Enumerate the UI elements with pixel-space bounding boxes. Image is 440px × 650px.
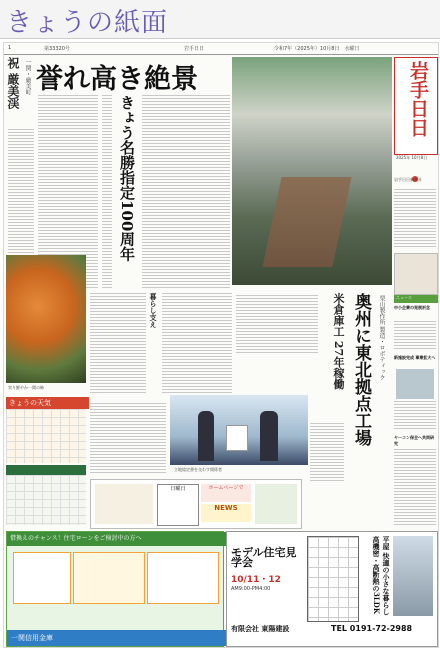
sidebar-item-2[interactable]: 新施設完成 事業拡大へ [394,355,436,360]
homepage-link[interactable]: ホームページで [201,484,251,502]
boat-shape [262,177,351,267]
loan-ad-panel-2 [73,552,145,604]
factory-kicker: 栗山製作所 製造・ロボティック [378,295,385,381]
house-photo [393,536,433,616]
news-badge[interactable]: NEWS [201,504,251,522]
loan-ad-title: 借換えのチャンス！住宅ローンをご検討中の方へ [7,532,226,546]
house-ad-date: 10/11・12 [231,575,281,585]
article-factory-body [236,295,318,355]
article-mid-1 [90,293,146,393]
article-lower-left [90,403,166,473]
issue-date: 令和7年（2025年）10月8日 水曜日 [274,46,360,52]
paper-name: 岩手日日 [184,46,205,52]
calendar-table [6,475,86,525]
house-ad-copy: 平屋 快適の小さな暮らし 高機密・高断熱の3LDK [372,536,391,616]
notice-box-1 [95,484,153,524]
person-left [198,411,214,461]
logo-text: 岩手日日 [407,61,429,137]
loan-ad[interactable] [6,531,224,647]
advertisement-area [4,531,438,647]
floor-plan [307,536,359,622]
factory-headline: 奥州に東北拠点工場 [351,293,371,446]
notice-row [90,479,302,529]
article-mid-head: 暮らし支え [149,293,158,328]
signing-photo[interactable] [170,395,308,465]
weather-table [6,409,86,463]
persimmon-caption: 実り鮮やか一関の柿 [8,385,44,390]
loan-ad-panel-3 [147,552,219,604]
header-banner [0,0,440,39]
article-mid-2 [162,293,232,393]
newspaper-front-page[interactable] [3,42,439,648]
house-ad-title: モデル住宅見学会 [231,546,297,569]
page-title: きょうの紙面 [6,8,169,38]
lead-body-3 [142,95,230,289]
weather-title: きょうの天気 [6,397,89,409]
agreement-document [226,425,248,451]
publisher-name: 岩手日日新聞社 [394,177,422,182]
loan-bank-name: 一関信用金庫 [7,630,227,646]
sidebar-header: ニュース [394,295,438,303]
lead-body-2 [102,95,112,289]
sidebar-item-1[interactable]: 中小企業の発展祈念 [394,305,430,310]
calendar-box: 日曜日 [157,484,199,526]
factory-subhead: 米倉庫工 27年稼働 [332,293,345,390]
lead-subhead: きょう名勝指定100周年 [118,95,136,262]
notice-box-2 [255,484,297,524]
article-lower-right [310,423,344,483]
house-ad-tel: TEL 0191-72-2988 [331,624,413,633]
index-column [394,189,436,249]
signing-caption: 立地協定書を交わす関係者 [174,467,222,472]
persimmon-photo[interactable] [6,255,86,383]
loan-ad-panel-1 [13,552,71,604]
sidebar-text-3 [394,449,436,525]
sidebar-photo[interactable] [396,369,434,399]
dateline [4,43,438,55]
page-number: 1 [8,45,12,51]
lead-kicker: 祝 厳美渓 [6,57,20,110]
house-ad-company: 有限会社 東陽建設 [231,625,290,633]
house-ad-time: AM9:00-PM4:00 [231,586,271,592]
digital-edition-bar[interactable] [6,465,86,475]
issue-number: 第33320号 [44,46,70,52]
sidebar-text-1 [394,321,436,351]
gorge-photo[interactable] [232,57,392,285]
shop-ad-small[interactable] [394,253,438,295]
lead-kicker-sub: 一関・厳美町 [24,59,31,95]
sidebar-text-2 [394,401,436,431]
logo-date: 2025年 10月8日 [396,155,428,160]
sidebar-item-3[interactable]: ヤーコン保全へ共同研究 [394,435,434,446]
lead-headline: 誉れ高き絶景 [36,64,198,95]
masthead-logo [394,57,438,155]
person-right [260,411,278,461]
house-ad[interactable] [226,531,438,647]
